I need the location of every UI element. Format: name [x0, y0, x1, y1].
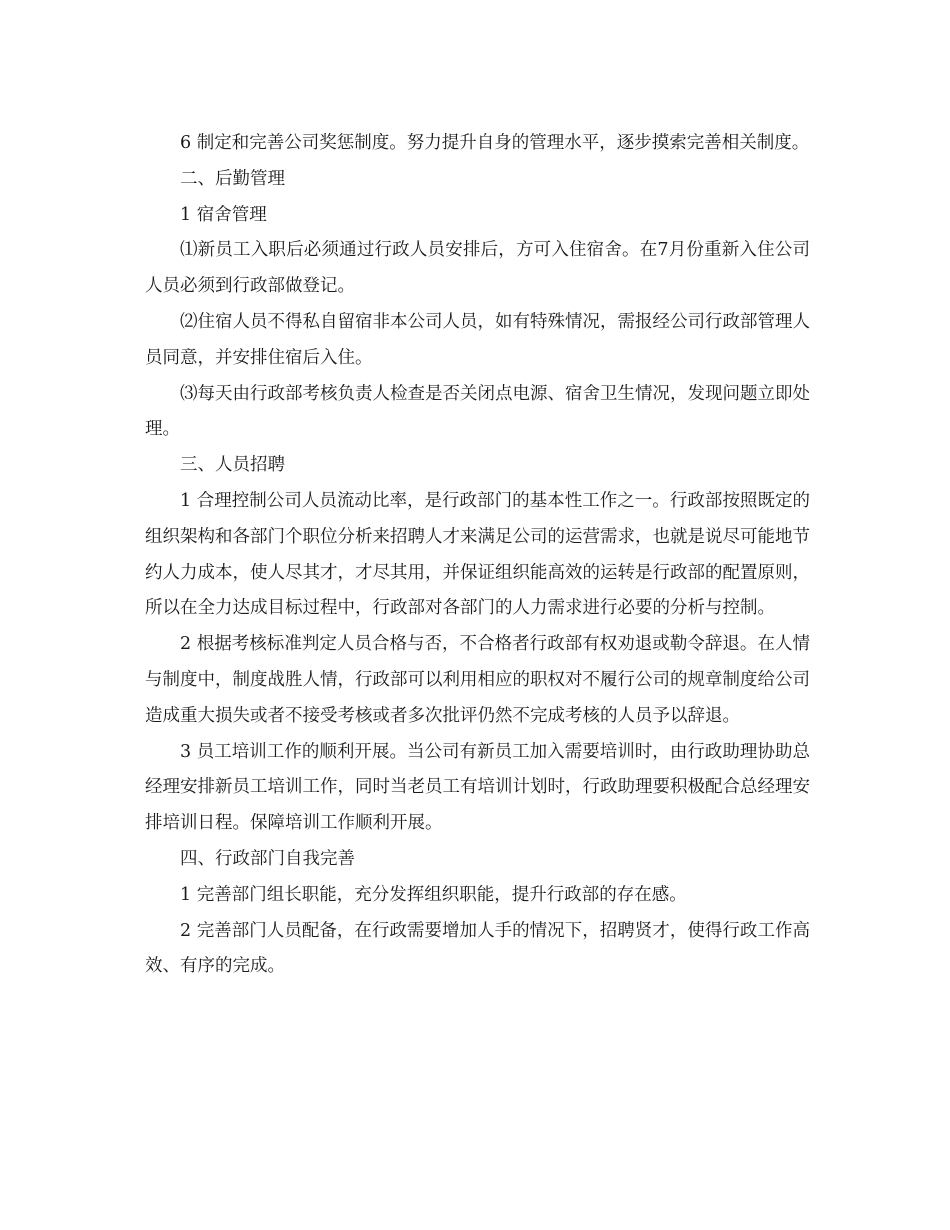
paragraph-dorm-rule-3: ⑶每天由行政部考核负责人检查是否关闭点电源、宿舍卫生情况，发现问题立即处理。	[145, 383, 810, 440]
paragraph-recruitment-2: 2 根据考核标准判定人员合格与否，不合格者行政部有权劝退或勒令辞退。在人情与制度中，制度战胜人情，行政部可以利用相应的职权对不履行公司的规章制度给公司造成重大损失或者不接受考核或者多次批评仍然不完成考核的人员予以辞退。	[145, 634, 810, 726]
paragraph-recruitment-1: 1 合理控制公司人员流动比率，是行政部门的基本性工作之一。行政部按照既定的组织架构和各部门个职位分析来招聘人才来满足公司的运营需求，也就是说尽可能地节约人力成本，使人尽其才，才尽其用，并保证组织能高效的运转是行政部的配置原则，所以在全力达成目标过程中，行政部对各部门的人力需求进行必要的分析与控制。	[145, 490, 810, 619]
subheading-dormitory: 1 宿舍管理	[180, 204, 267, 225]
paragraph-improvement-2: 2 完善部门人员配备，在行政需要增加人手的情况下，招聘贤才，使得行政工作高效、有序的完成。	[145, 920, 810, 977]
paragraph-improvement-1: 1 完善部门组长职能，充分发挥组织职能，提升行政部的存在感。	[180, 884, 687, 905]
paragraph-dorm-rule-2: ⑵住宿人员不得私自留宿非本公司人员，如有特殊情况，需报经公司行政部管理人员同意，并安排住宿后入住。	[145, 311, 810, 368]
document-body	[145, 126, 810, 985]
paragraph-reward-system: 6 制定和完善公司奖惩制度。努力提升自身的管理水平，逐步摸索完善相关制度。	[180, 133, 810, 153]
paragraph-recruitment-3: 3 员工培训工作的顺利开展。当公司有新员工加入需要培训时，由行政助理协助总经理安排新员工培训工作，同时当老员工有培训计划时，行政助理要积极配合总经理安排培训日程。保障培训工作顺利开展。	[145, 741, 810, 834]
paragraph-dorm-rule-1: ⑴新员工入职后必须通过行政人员安排后，方可入住宿舍。在7月份重新入住公司人员必须到行政部做登记。	[145, 240, 810, 297]
heading-self-improvement: 四、行政部门自我完善	[180, 848, 355, 869]
heading-recruitment: 三、人员招聘	[180, 455, 285, 476]
heading-logistics: 二、后勤管理	[180, 168, 285, 189]
